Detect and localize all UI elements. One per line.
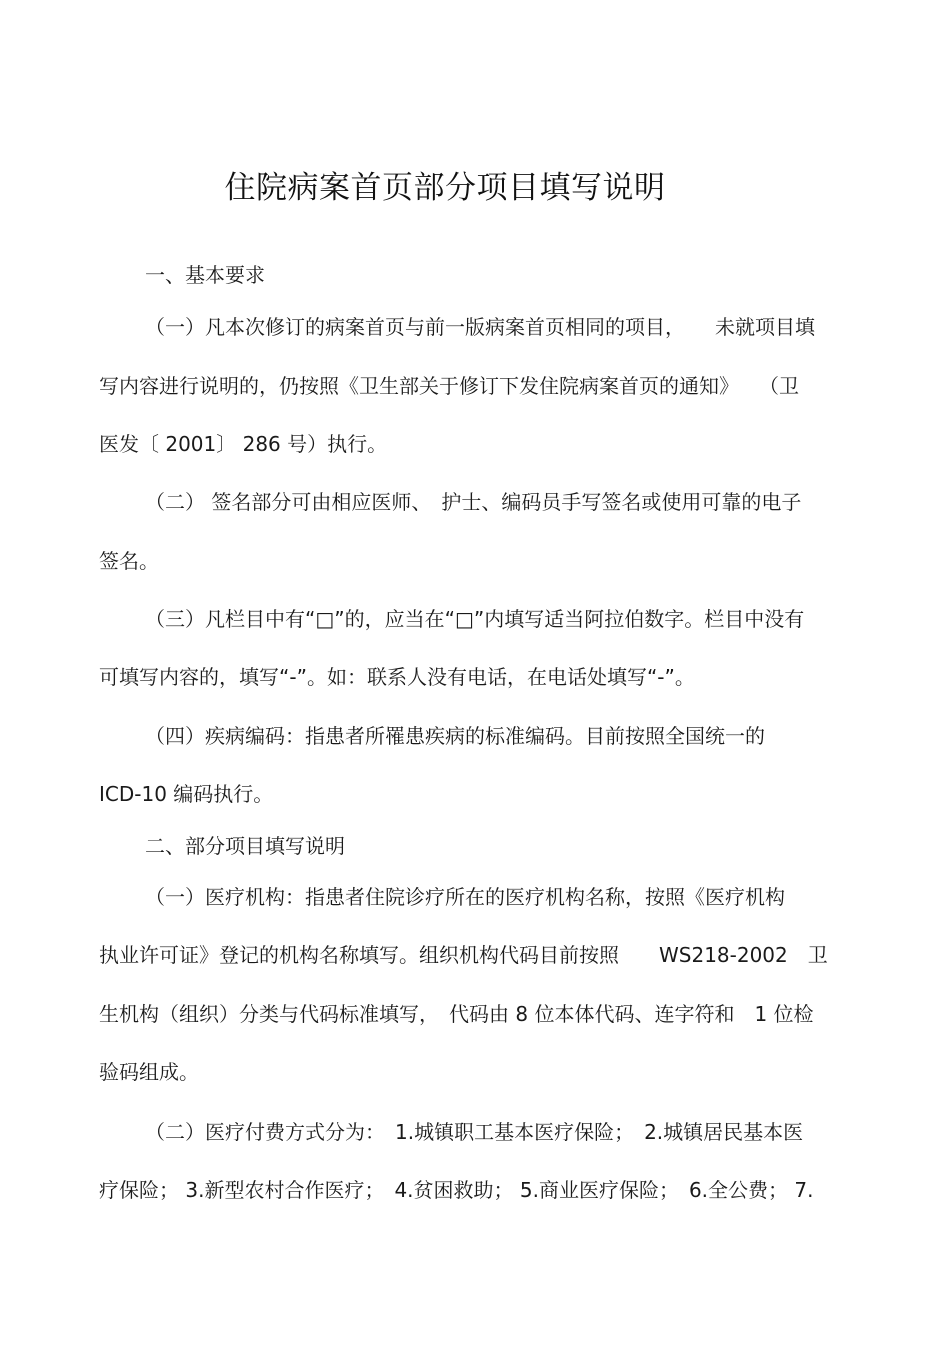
paragraph-line: 医发〔 2001〕 286 号）执行。 — [99, 432, 388, 456]
section-heading-basic-requirements: 一、基本要求 — [145, 263, 265, 287]
paragraph-line: （一）医疗机构：指患者住院诊疗所在的医疗机构名称，按照《医疗机构 — [145, 885, 785, 909]
paragraph-line: 疗保险； 3.新型农村合作医疗； 4.贫困救助； 5.商业医疗保险； 6.全公费； 7. — [99, 1178, 814, 1202]
paragraph-line: ICD-10 编码执行。 — [99, 782, 274, 806]
paragraph-line: （一）凡本次修订的病案首页与前一版病案首页相同的项目， 未就项目填 — [145, 315, 815, 339]
paragraph-line: 可填写内容的，填写“-”。如：联系人没有电话，在电话处填写“-”。 — [99, 665, 695, 689]
paragraph-line: 签名。 — [99, 549, 159, 573]
paragraph-line: 写内容进行说明的，仍按照《卫生部关于修订下发住院病案首页的通知》 （卫 — [99, 374, 799, 398]
paragraph-line: 验码组成。 — [99, 1060, 199, 1084]
section-heading-item-instructions: 二、部分项目填写说明 — [145, 834, 345, 858]
paragraph-line: （二） 签名部分可由相应医师、 护士、编码员手写签名或使用可靠的电子 — [145, 490, 802, 514]
paragraph-line: （四）疾病编码：指患者所罹患疾病的标准编码。目前按照全国统一的 — [145, 724, 765, 748]
document-title: 住院病案首页部分项目填写说明 — [224, 170, 666, 206]
paragraph-line: 执业许可证》登记的机构名称填写。组织机构代码目前按照 WS218-2002 卫 — [99, 943, 828, 967]
paragraph-line: （二）医疗付费方式分为： 1.城镇职工基本医疗保险； 2.城镇居民基本医 — [145, 1120, 804, 1144]
paragraph-line: （三）凡栏目中有“□”的，应当在“□”内填写适当阿拉伯数字。栏目中没有 — [145, 607, 805, 631]
paragraph-line: 生机构（组织）分类与代码标准填写， 代码由 8 位本体代码、连字符和 1 位检 — [99, 1002, 814, 1026]
